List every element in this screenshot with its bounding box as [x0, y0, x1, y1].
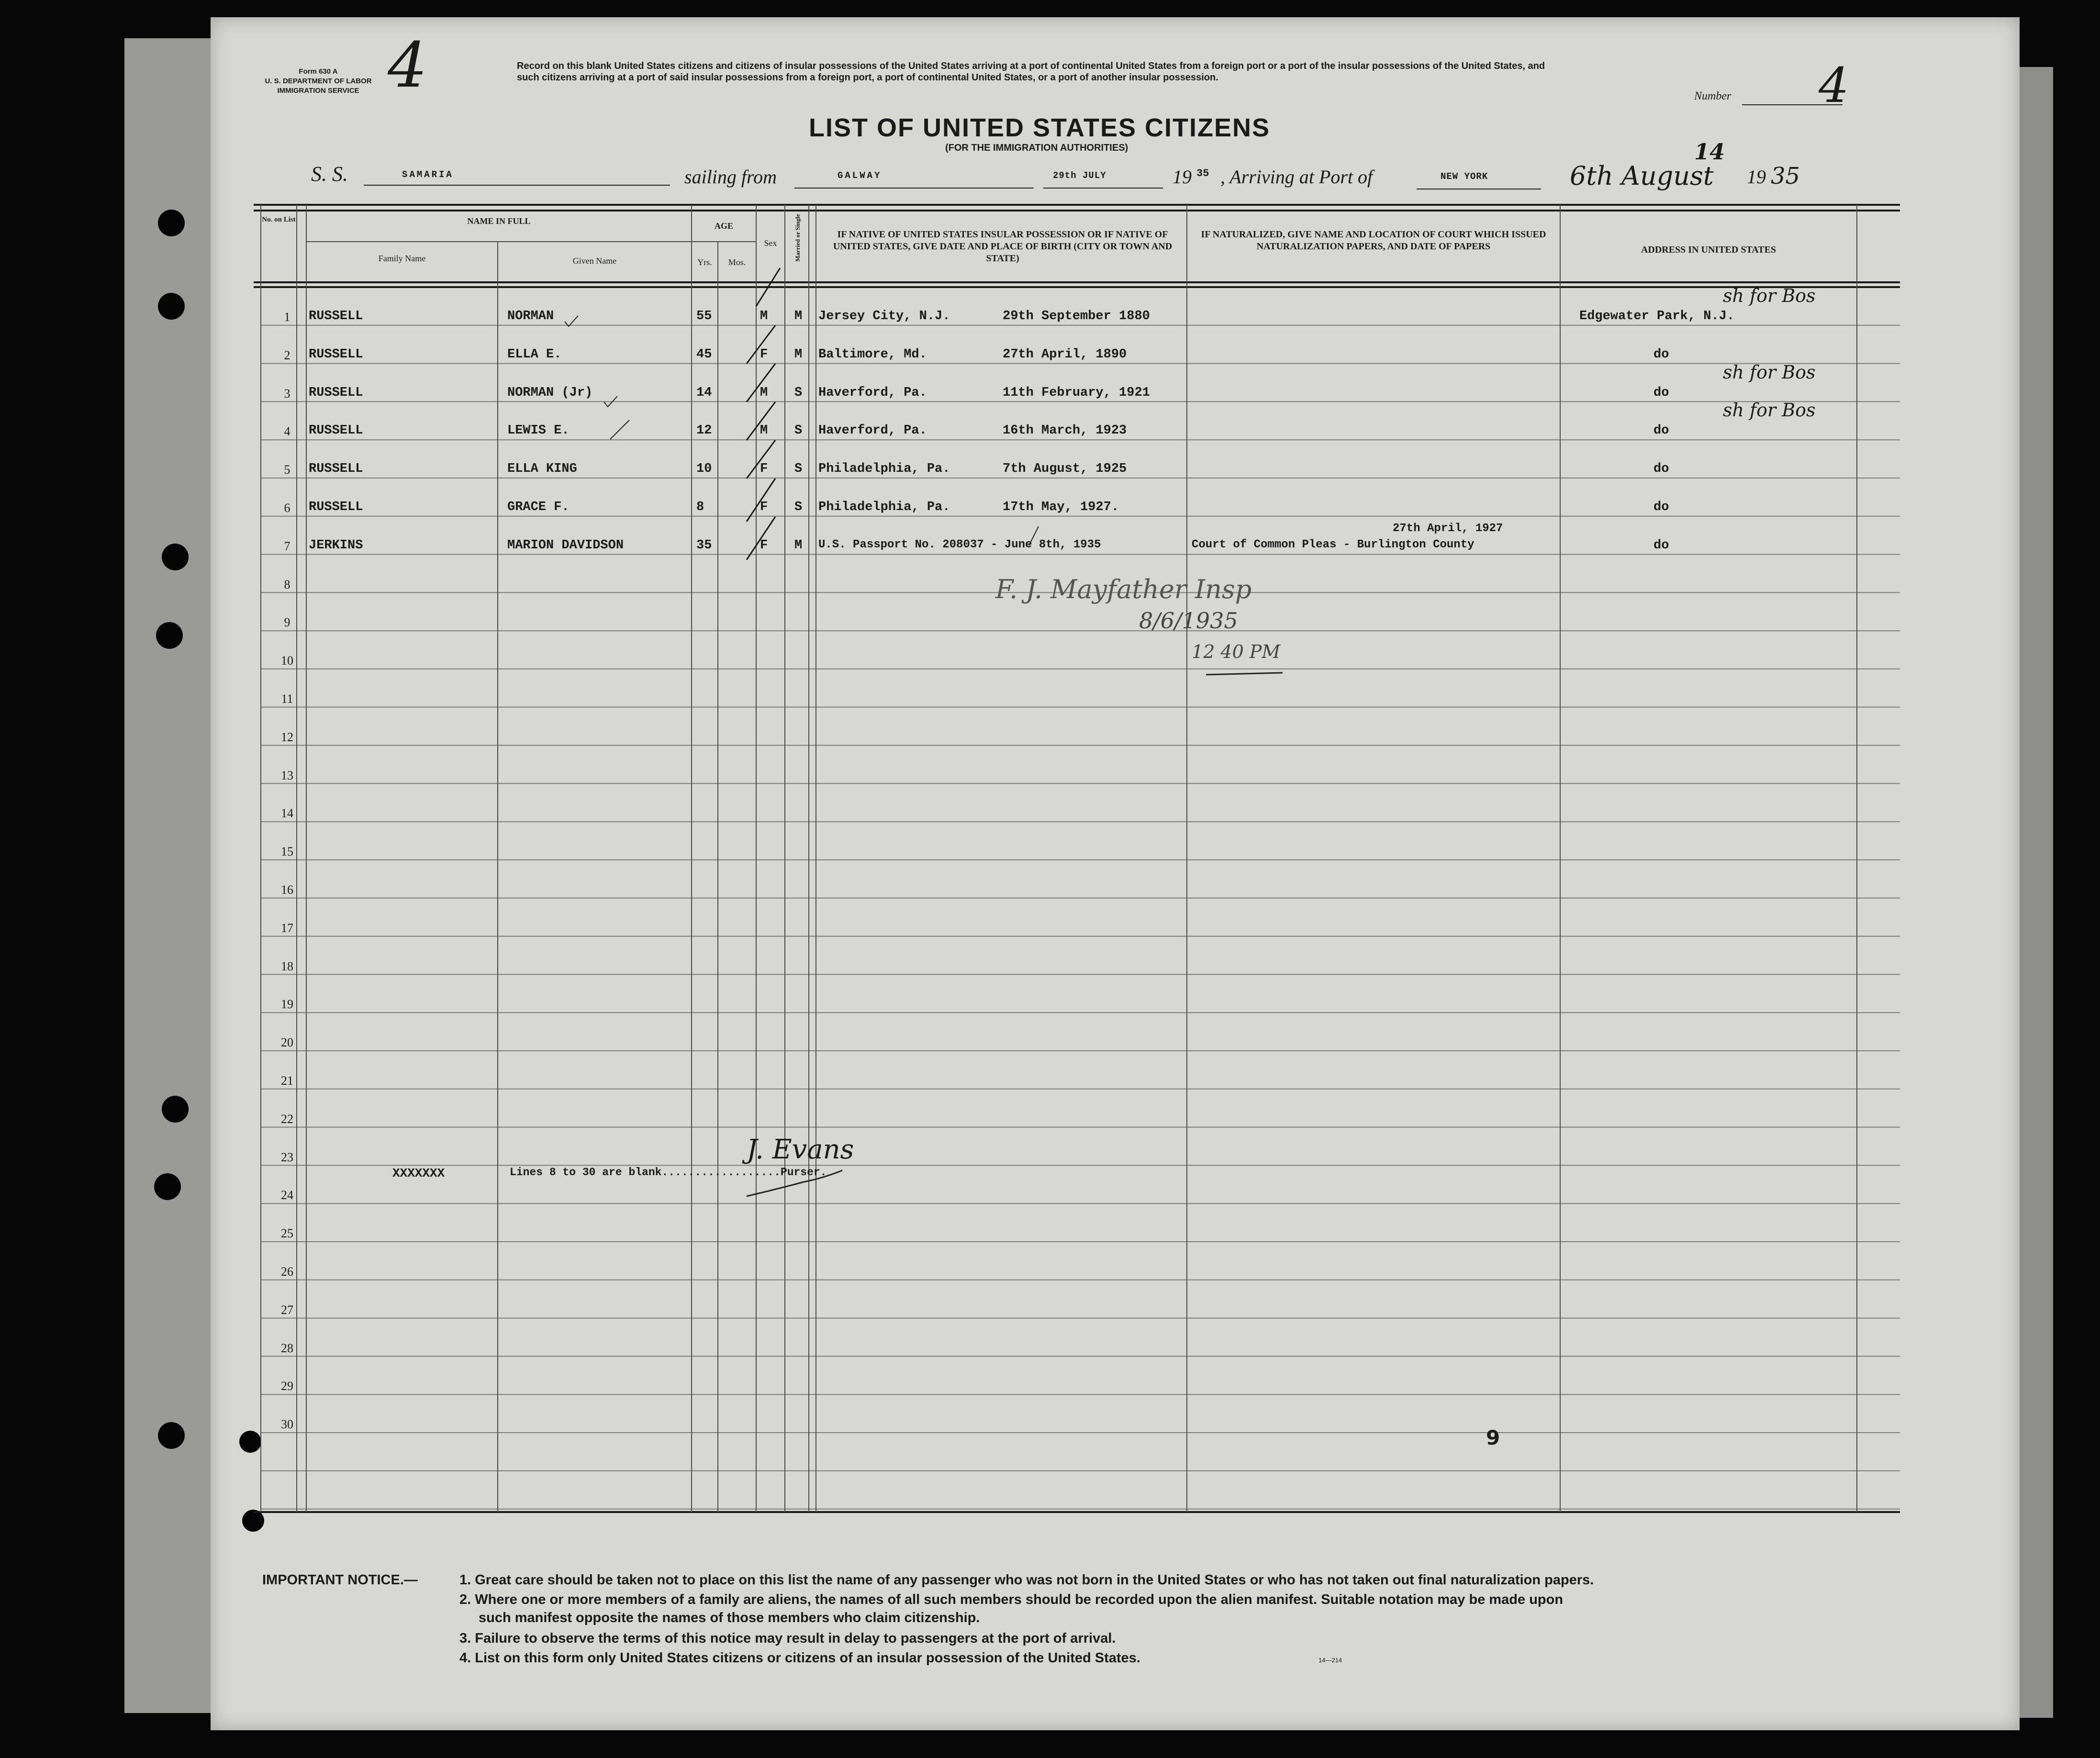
sailing-label: sailing from: [684, 166, 777, 188]
sex-cell: F: [760, 538, 768, 553]
line-number: 20: [281, 1035, 293, 1050]
birthplace-cell: Haverford, Pa.: [818, 385, 927, 400]
notice-heading: IMPORTANT NOTICE.—: [262, 1572, 418, 1588]
birthplace-cell: Philadelphia, Pa.: [818, 462, 950, 477]
birthplace-cell: Haverford, Pa.: [818, 423, 927, 438]
department-name: U. S. DEPARTMENT OF LABOR: [265, 77, 372, 85]
age-years-cell: 45: [696, 347, 712, 362]
sex-cell: F: [760, 462, 768, 477]
birth-date-cell: 16th March, 1923: [1003, 423, 1127, 438]
column-lines: [261, 205, 1857, 1512]
birth-date-cell: 29th September 1880: [1003, 309, 1150, 323]
sailing-date: 29th JULY: [1053, 170, 1106, 181]
sailing-year: 35: [1196, 167, 1209, 179]
marital-status-cell: S: [794, 462, 803, 477]
arrival-date: 6th August: [1570, 161, 1714, 191]
line-number: 25: [281, 1226, 293, 1241]
sex-cell: F: [760, 347, 768, 362]
line-number: 9: [284, 615, 290, 630]
line-number: 24: [281, 1188, 293, 1202]
form-number: Form 630 A: [299, 67, 338, 76]
line-number: 19: [281, 997, 293, 1012]
marital-status-cell: S: [794, 385, 803, 400]
year-prefix: 19: [1173, 166, 1192, 188]
header-family-name: Family Name: [378, 254, 426, 263]
birthplace-cell: Philadelphia, Pa.: [818, 500, 950, 514]
print-code: 14—214: [1318, 1657, 1342, 1664]
line-number: 14: [281, 806, 293, 821]
table-border: [254, 205, 1900, 1512]
header-given-name: Given Name: [572, 256, 617, 266]
line-number: 30: [281, 1417, 293, 1432]
line-number: 5: [284, 463, 290, 477]
birthplace-cell: Baltimore, Md.: [818, 347, 927, 362]
line-number: 23: [281, 1150, 293, 1164]
birth-date-cell: 11th February, 1921: [1003, 385, 1150, 400]
departure-port: GALWAY: [838, 170, 882, 181]
birthplace-cell: Jersey City, N.J.: [818, 309, 950, 323]
address-cell: do: [1653, 500, 1669, 514]
family-name-cell: RUSSELL: [309, 423, 363, 438]
arriving-label: , Arriving at Port of: [1220, 166, 1373, 188]
intro-text: Record on this blank United States citizens and citizens of insular possessions of the United States arriving at a port of continental United States from a foreign port or a port of the insular possessions of the United States, and such citizens arriving at a port of said insular possessions from a foreign port, a port of continental United States, or a port of another insular possession.: [517, 61, 1545, 83]
marital-status-cell: S: [794, 423, 803, 438]
number-label: Number: [1694, 90, 1731, 102]
sex-cell: M: [760, 309, 768, 323]
line-number: 2: [284, 348, 290, 362]
stamp-number: 9: [1486, 1426, 1500, 1449]
header-married-single: Married or Single: [794, 214, 801, 262]
birth-date-cell: 17th May, 1927.: [1003, 500, 1119, 514]
page-subtitle: (FOR THE IMMIGRATION AUTHORITIES): [945, 143, 1128, 153]
birthplace-cell: U.S. Passport No. 208037 - June 8th, 1935: [818, 538, 1101, 551]
line-number: 11: [281, 692, 293, 706]
age-years-cell: 55: [696, 309, 712, 323]
service-name: IMMIGRATION SERVICE: [277, 87, 359, 95]
notice-item-1: 1. Great care should be taken not to place on this list the name of any passenger who was not born in the United States or who has not taken out final naturalization papers.: [459, 1572, 1594, 1588]
handwritten-note: sh for Bos: [1723, 361, 1816, 383]
header-age: AGE: [714, 221, 733, 231]
line-number: 13: [281, 768, 293, 782]
header-years: Yrs.: [697, 257, 712, 267]
handwritten-list-number: 4: [388, 29, 427, 101]
sex-cell: M: [760, 423, 768, 438]
family-name-cell: RUSSELL: [309, 309, 363, 323]
header-name-in-full: NAME IN FULL: [467, 216, 531, 226]
family-name-cell: RUSSELL: [309, 385, 363, 400]
address-cell: do: [1653, 538, 1669, 553]
handwritten-note: sh for Bos: [1723, 400, 1816, 421]
blank-lines-note: Lines 8 to 30 are blank..................Purser.: [510, 1166, 827, 1179]
age-years-cell: 14: [696, 385, 712, 400]
address-cell: Edgewater Park, N.J.: [1579, 309, 1735, 323]
line-number: 12: [281, 730, 293, 744]
handwritten-note: sh for Bos: [1723, 285, 1816, 306]
signature-underline: [747, 673, 1283, 1196]
line-number: 3: [284, 386, 290, 401]
line-number: 10: [281, 654, 293, 668]
family-name-cell: RUSSELL: [309, 462, 363, 477]
arrival-year-prefix: 19: [1747, 166, 1766, 188]
given-name-cell: NORMAN: [507, 309, 554, 323]
header-native-birth: IF NATIVE OF UNITED STATES INSULAR POSSESSION OR IF NATIVE OF UNITED STATES, GIVE DATE AND PLACE OF BIRTH (CITY OR TOWN AND STATE): [833, 229, 1173, 264]
arrival-year: 35: [1771, 163, 1800, 189]
naturalization-date-cell: 27th April, 1927: [1393, 522, 1503, 535]
header-naturalized: IF NATURALIZED, GIVE NAME AND LOCATION OF COURT WHICH ISSUED NATURALIZATION PAPERS, AND DATE OF PAPERS: [1201, 229, 1546, 252]
notice-item-4: 4. List on this form only United States citizens or citizens of an insular possession of the United States.: [459, 1650, 1140, 1666]
line-number: 22: [281, 1112, 293, 1126]
age-years-cell: 12: [696, 423, 712, 438]
ship-name: SAMARIA: [402, 169, 454, 180]
given-name-cell: ELLA KING: [507, 462, 577, 477]
sex-cell: M: [760, 385, 768, 400]
family-name-cell: JERKINS: [309, 538, 363, 553]
address-cell: do: [1653, 423, 1669, 438]
header-address: ADDRESS IN UNITED STATES: [1641, 245, 1776, 255]
page-mark: 14: [1694, 139, 1725, 165]
given-name-cell: LEWIS E.: [507, 423, 570, 438]
birth-date-cell: 27th April, 1890: [1003, 347, 1127, 362]
inspector-date: 8/6/1935: [1139, 608, 1238, 634]
given-name-cell: NORMAN (Jr): [507, 385, 593, 400]
line-number: 15: [281, 845, 293, 859]
family-name-cell: RUSSELL: [309, 500, 363, 514]
notice-item-3: 3. Failure to observe the terms of this notice may result in delay to passengers at the port of arrival.: [459, 1631, 1116, 1646]
address-cell: do: [1653, 462, 1669, 477]
given-name-cell: ELLA E.: [507, 347, 562, 362]
line-number: 7: [284, 539, 290, 553]
line-number: 18: [281, 959, 293, 973]
marital-status-cell: M: [794, 309, 803, 323]
notice-item-2: 2. Where one or more members of a family are aliens, the names of all such members should be recorded upon the alien manifest. Suitable notation may be made upon: [459, 1592, 1564, 1607]
age-years-cell: 8: [696, 500, 704, 514]
line-number: 6: [284, 501, 290, 515]
age-years-cell: 10: [696, 462, 712, 477]
notice-item-2-cont: such manifest opposite the names of those members who claim citizenship.: [479, 1610, 980, 1625]
marital-status-cell: M: [794, 538, 803, 553]
number-value: 4: [1819, 57, 1849, 113]
line-number: 29: [281, 1379, 293, 1393]
given-name-cell: MARION DAVIDSON: [507, 538, 624, 553]
line-number: 8: [284, 577, 290, 591]
address-cell: do: [1653, 347, 1669, 362]
line-number: 4: [284, 424, 290, 439]
ss-label: S. S.: [311, 162, 348, 186]
struck-out-text: XXXXXXX: [392, 1166, 445, 1180]
court-cell: Court of Common Pleas - Burlington County: [1192, 538, 1474, 551]
birth-date-cell: 7th August, 1925: [1003, 462, 1127, 477]
header-sex: Sex: [764, 238, 777, 248]
address-cell: do: [1653, 385, 1669, 400]
line-number: 26: [281, 1265, 293, 1279]
arrival-port: NEW YORK: [1441, 171, 1488, 182]
line-number: 1: [284, 310, 290, 324]
family-name-cell: RUSSELL: [309, 347, 363, 362]
line-number: 28: [281, 1341, 293, 1355]
line-number: 17: [281, 921, 293, 935]
line-number: 16: [281, 883, 293, 897]
header-no-on-list: No. on List: [262, 216, 296, 223]
age-years-cell: 35: [696, 538, 712, 553]
page-title: LIST OF UNITED STATES CITIZENS: [809, 113, 1270, 142]
marital-status-cell: S: [794, 500, 803, 514]
line-number: 27: [281, 1302, 293, 1317]
given-name-cell: GRACE F.: [507, 500, 570, 514]
inspector-signature: F. J. Mayfather Insp: [995, 574, 1252, 604]
inspector-time: 12 40 PM: [1192, 641, 1281, 662]
line-number: 21: [281, 1074, 293, 1088]
sex-cell: F: [760, 500, 768, 514]
marital-status-cell: M: [794, 347, 803, 362]
purser-signature: J. Evans: [747, 1134, 854, 1165]
header-months: Mos.: [728, 257, 746, 267]
